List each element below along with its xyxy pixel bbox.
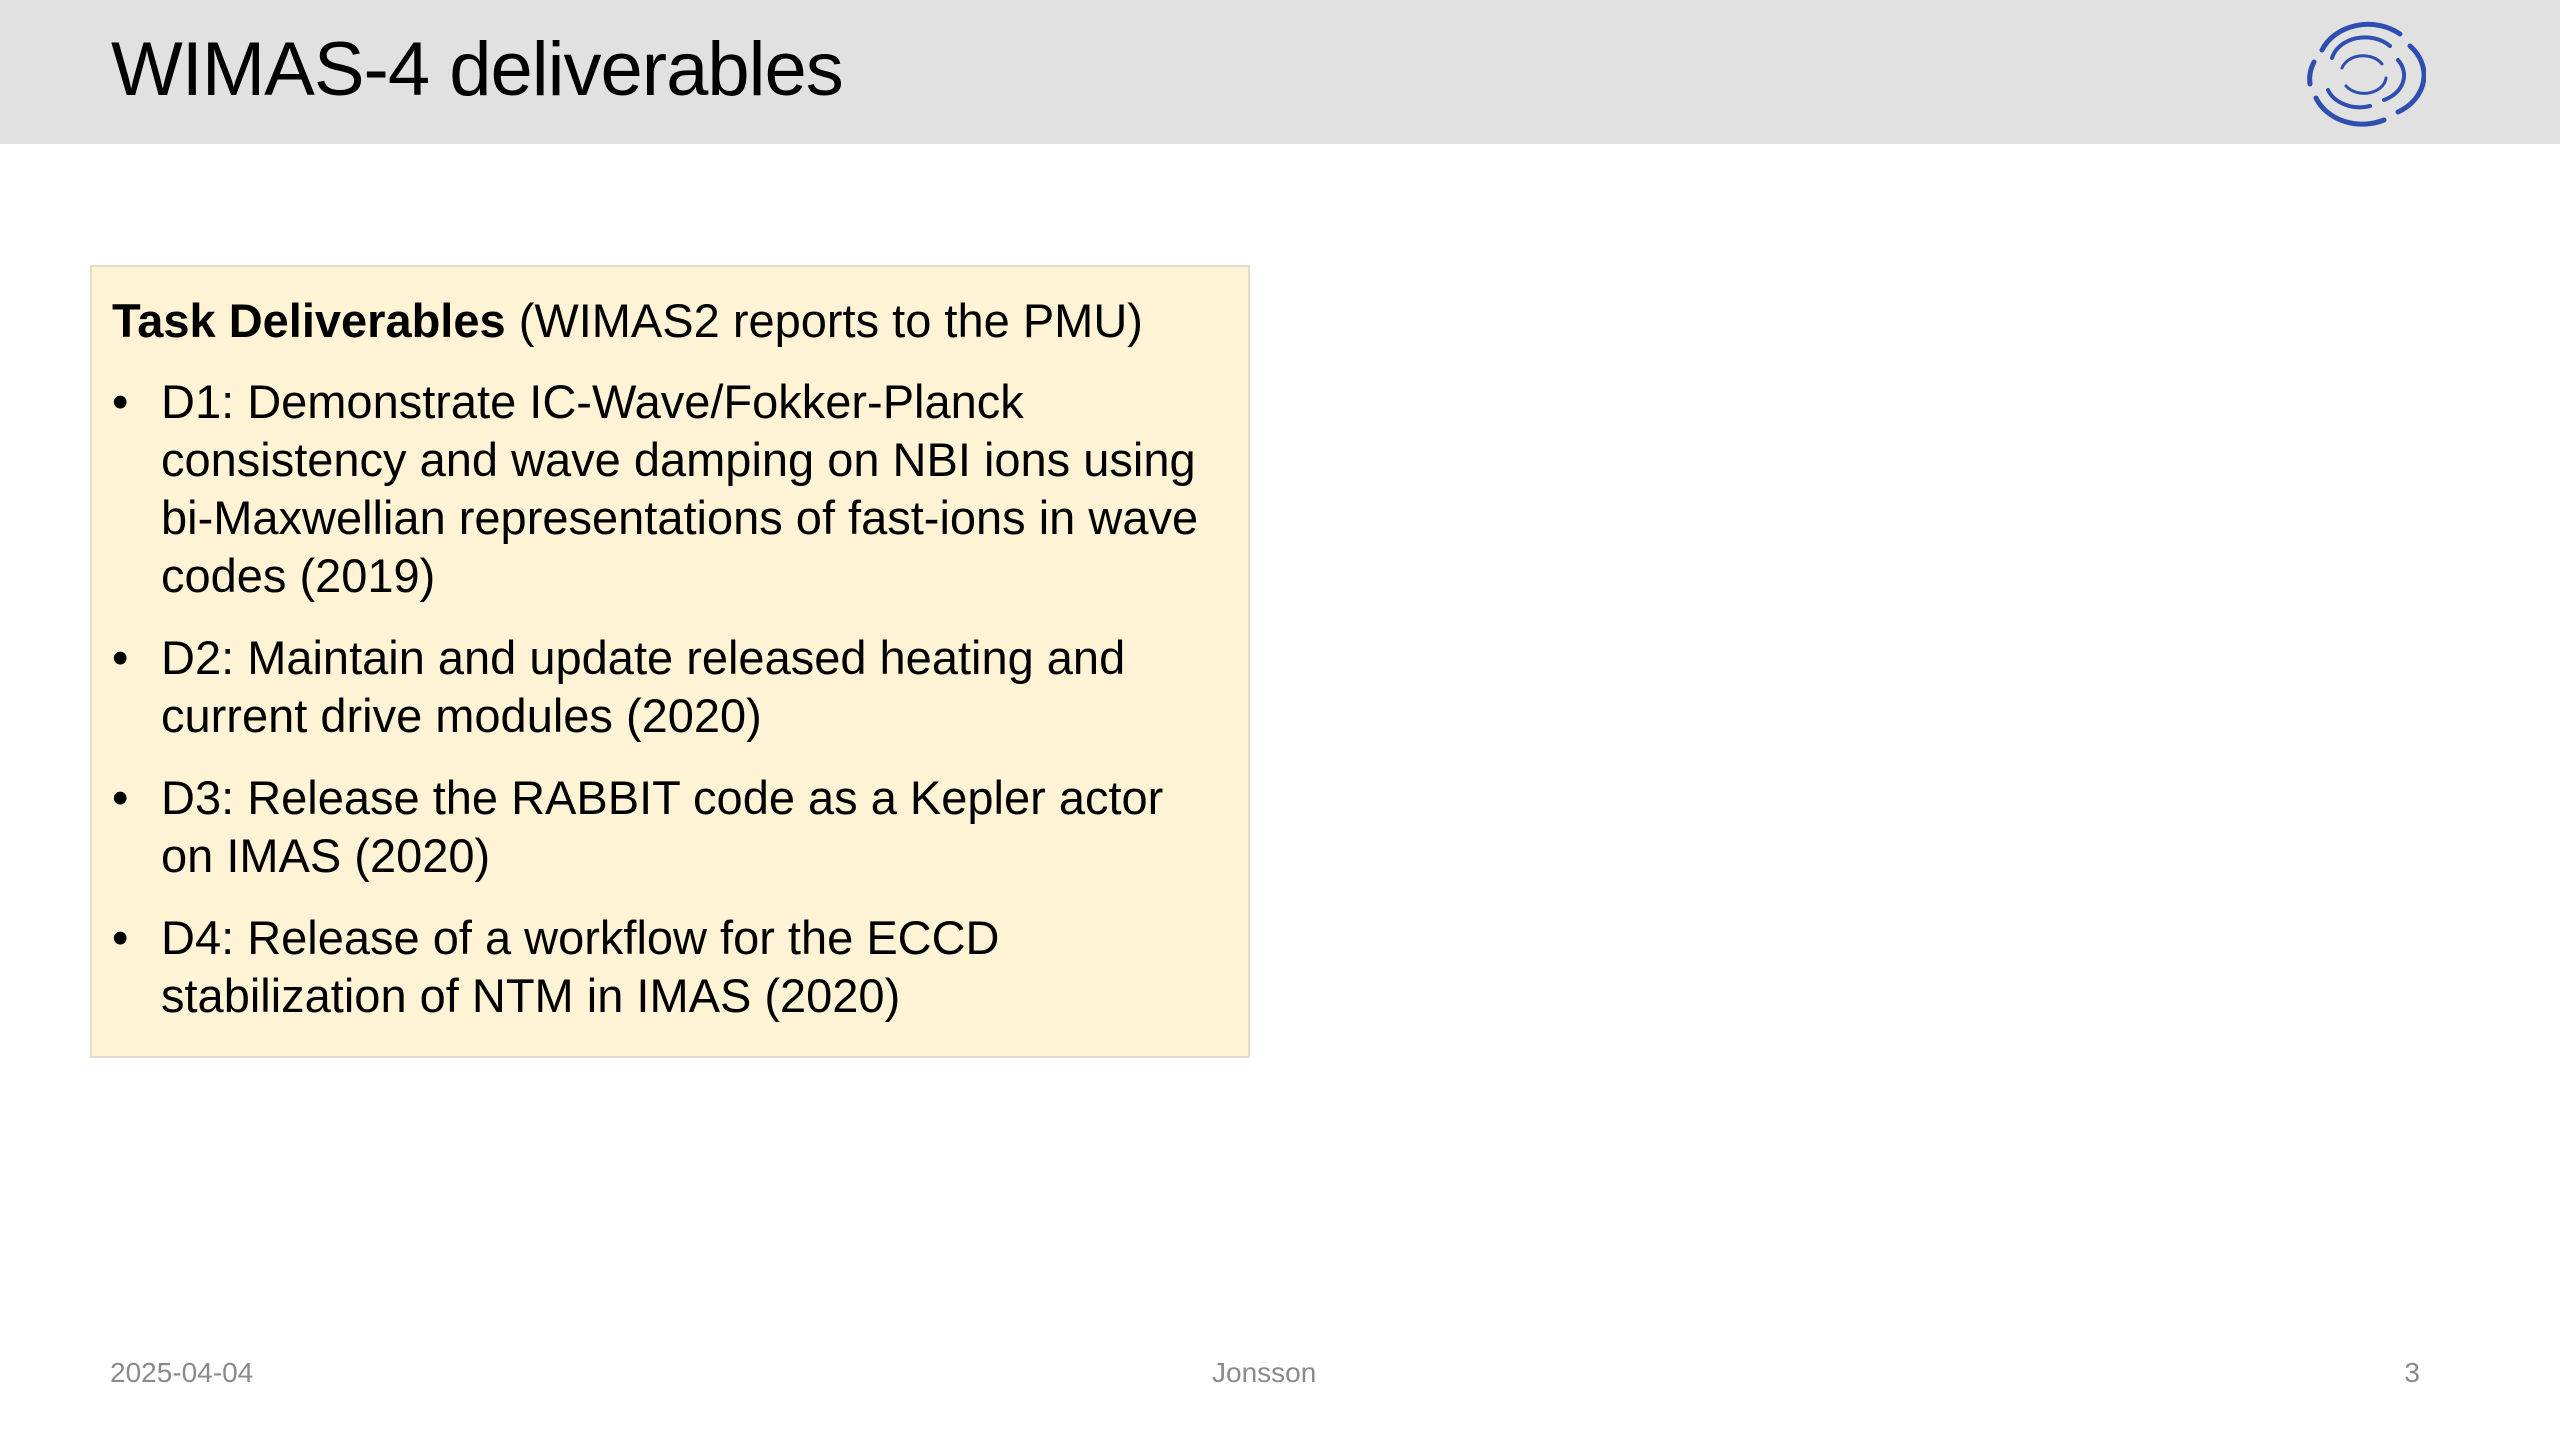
deliverable-text: D3: Release the RABBIT code as a Kepler actor on IMAS (2020) bbox=[161, 771, 1164, 882]
footer-page-number: 3 bbox=[2404, 1357, 2420, 1388]
bullet-icon: • bbox=[112, 771, 129, 824]
deliverable-item-d3 bbox=[112, 769, 1222, 885]
slide-title: WIMAS-4 deliverables bbox=[111, 27, 843, 112]
task-deliverables-box bbox=[90, 265, 1250, 1058]
box-heading-bold: Task Deliverables bbox=[112, 294, 506, 347]
bullet-icon: • bbox=[112, 911, 129, 964]
box-heading bbox=[112, 291, 1222, 351]
footer-author: Jonsson bbox=[1212, 1357, 1317, 1388]
fusion-ring-logo-icon bbox=[2302, 20, 2426, 128]
deliverable-item-d1 bbox=[112, 373, 1222, 605]
deliverable-text: D4: Release of a workflow for the ECCD stabilization of NTM in IMAS (2020) bbox=[161, 911, 1000, 1022]
box-heading-rest: (WIMAS2 reports to the PMU) bbox=[505, 294, 1143, 347]
deliverable-item-d4 bbox=[112, 909, 1222, 1025]
bullet-icon: • bbox=[112, 631, 129, 684]
bullet-icon: • bbox=[112, 375, 129, 428]
deliverable-item-d2 bbox=[112, 629, 1222, 745]
footer-date: 2025-04-04 bbox=[110, 1357, 254, 1388]
deliverable-text: D1: Demonstrate IC-Wave/Fokker-Planck consistency and wave damping on NBI ions using bi-Maxwellian representations of fast-ions in wave codes (2019) bbox=[161, 375, 1199, 602]
deliverable-text: D2: Maintain and update released heating and current drive modules (2020) bbox=[161, 631, 1126, 742]
deliverable-list bbox=[112, 373, 1222, 1025]
